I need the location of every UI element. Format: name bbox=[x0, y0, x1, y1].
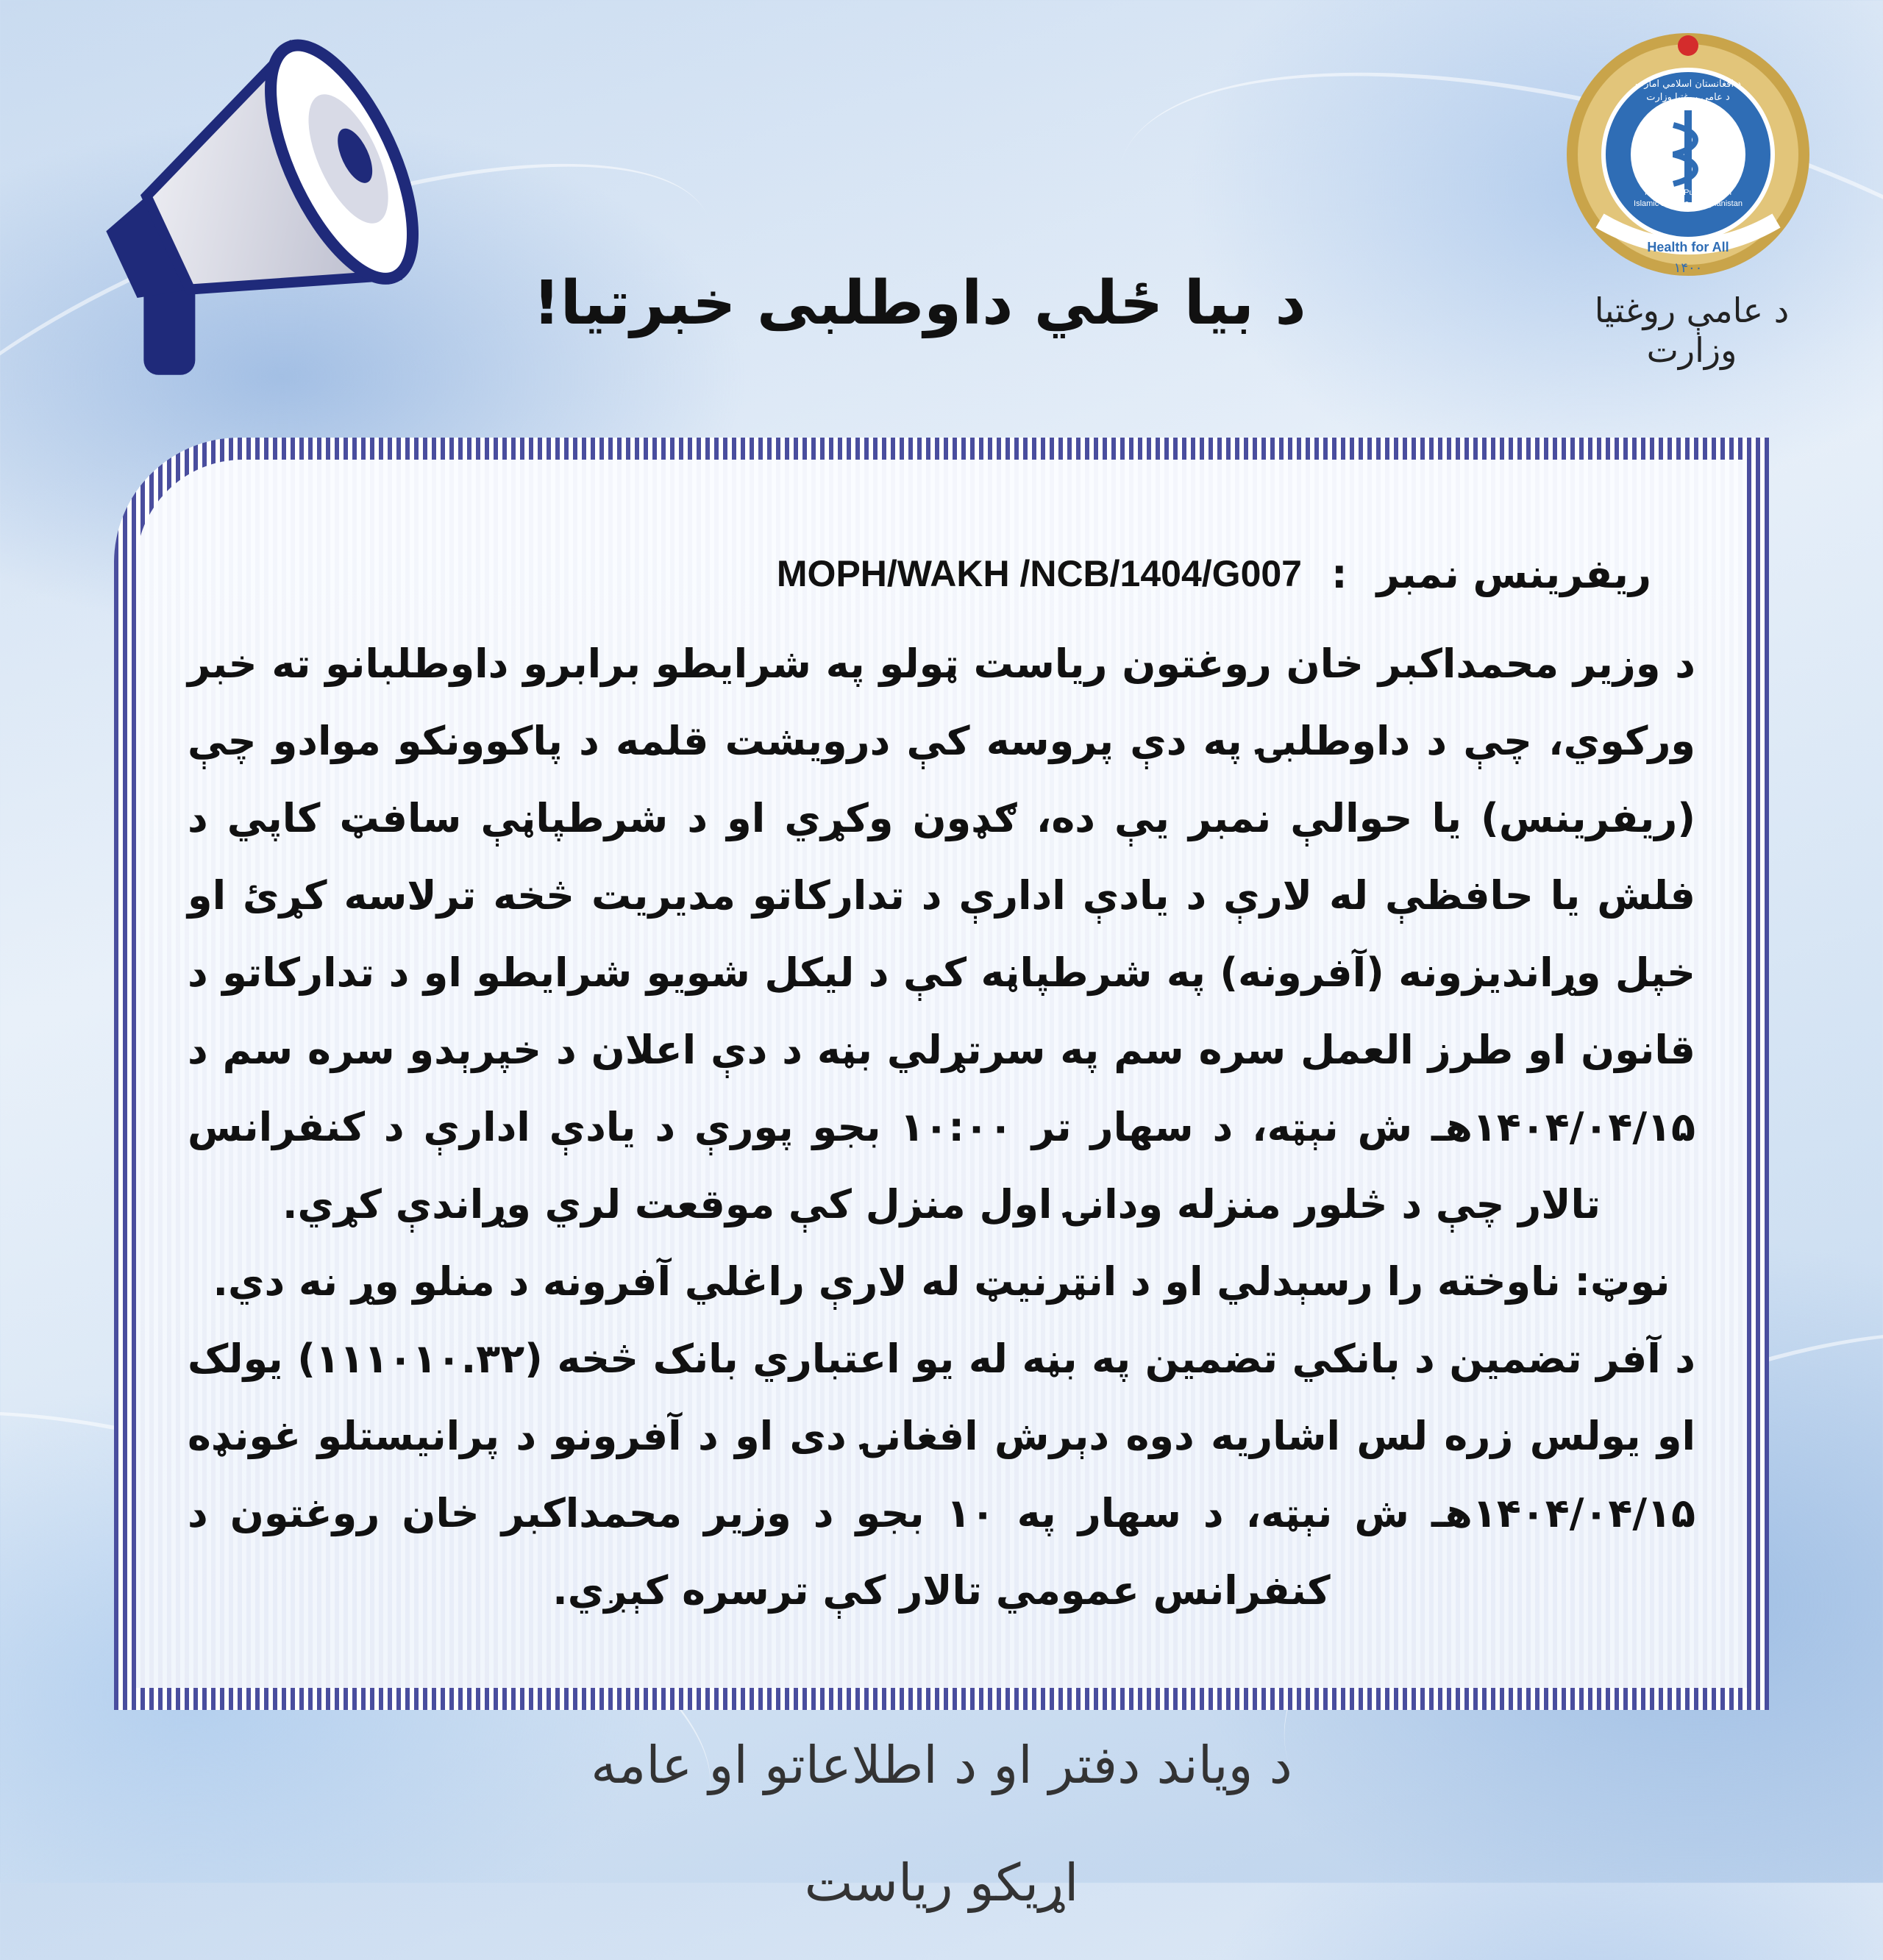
emblem-org-line1: د افغانستان اسلامي امارت bbox=[1634, 79, 1742, 90]
emblem-en-line1: Ministry of Public Health bbox=[1645, 188, 1731, 197]
ministry-emblem-icon bbox=[1548, 29, 1828, 294]
announcement-card bbox=[114, 438, 1769, 1710]
reference-number: MOPH/WAKH /NCB/1404/G007 bbox=[776, 553, 1302, 594]
page-title: د بیا ځلي داوطلبی خبرتیا! bbox=[533, 268, 1306, 338]
reference-separator: : bbox=[1331, 550, 1348, 597]
emblem-slogan: Health for All bbox=[1647, 240, 1729, 254]
reference-label: ریفرینس نمبر bbox=[1376, 550, 1651, 597]
footer-calligraphy: د ویاند دفتر او د اطلاعاتو او عامه اړیکو ریاست bbox=[591, 1735, 1292, 1913]
emblem-org-line2: د عامې روغتیا وزارت bbox=[1646, 92, 1730, 103]
note-paragraph: نوټ: ناوخته را رسېدلي او د انټرنیټ له لارې راغلي آفرونه د منلو وړ نه دي. bbox=[213, 1258, 1670, 1305]
main-paragraph: د وزیر محمداکبر خان روغتون ریاست ټولو په شرایطو برابرو داوطلبانو ته خبر ورکوي، چې د داوطلبۍ په دې پروسه کې درویشت قلمه د پاکوونکو موادو چې (ریفرینس) یا حوالې نمبر یې ده، ګډون وکړي او د شرطپاڼې سافټ کاپي د فلش یا حافظې له لارې د یادې ادارې د تدارکاتو مدیریت څخه ترلاسه کړئ او خپل وړاندیزونه (آفرونه) په شرطپاڼه کې د لیکل شویو شرایطو او د تدارکاتو د قانون او طرز العمل سره سم په سرتړلي بڼه د دې اعلان د خپرېدو سره سم د ۱۴۰۴/۰۴/۱۵هـ ش نېټه، د سهار تر ۱۰:۰۰ بجو پورې د یادې ادارې د کنفرانس تالار چې د څلور منزله ودانۍ اول منزل کې موقعت لري وړاندې کړي. bbox=[188, 641, 1696, 1227]
announcement-body bbox=[188, 625, 1695, 1629]
guarantee-paragraph: د آفر تضمین د بانکي تضمین په بڼه له یو اعتباري بانک څخه (۱۱۱۰۱۰.۳۲) یولک او یولس زره لس اشاریه دوه دېرش افغانۍ دی او د آفرونو د پرانیستلو غونډه ۱۴۰۴/۰۴/۱۵هـ ش نېټه، د سهار په ۱۰ بجو د وزیر محمداکبر خان روغتون د کنفرانس عمومي تالار کې ترسره کېږي. bbox=[188, 1336, 1696, 1614]
emblem-en-line2: Islamic Emirate of Afghanistan bbox=[1634, 199, 1743, 208]
reference-row bbox=[298, 541, 1651, 607]
emblem-year: ۱۴۰۰ bbox=[1673, 260, 1703, 276]
ministry-calligraphy: د عامې روغتیا وزارت bbox=[1594, 291, 1790, 370]
announcement-card-inner bbox=[136, 460, 1747, 1688]
